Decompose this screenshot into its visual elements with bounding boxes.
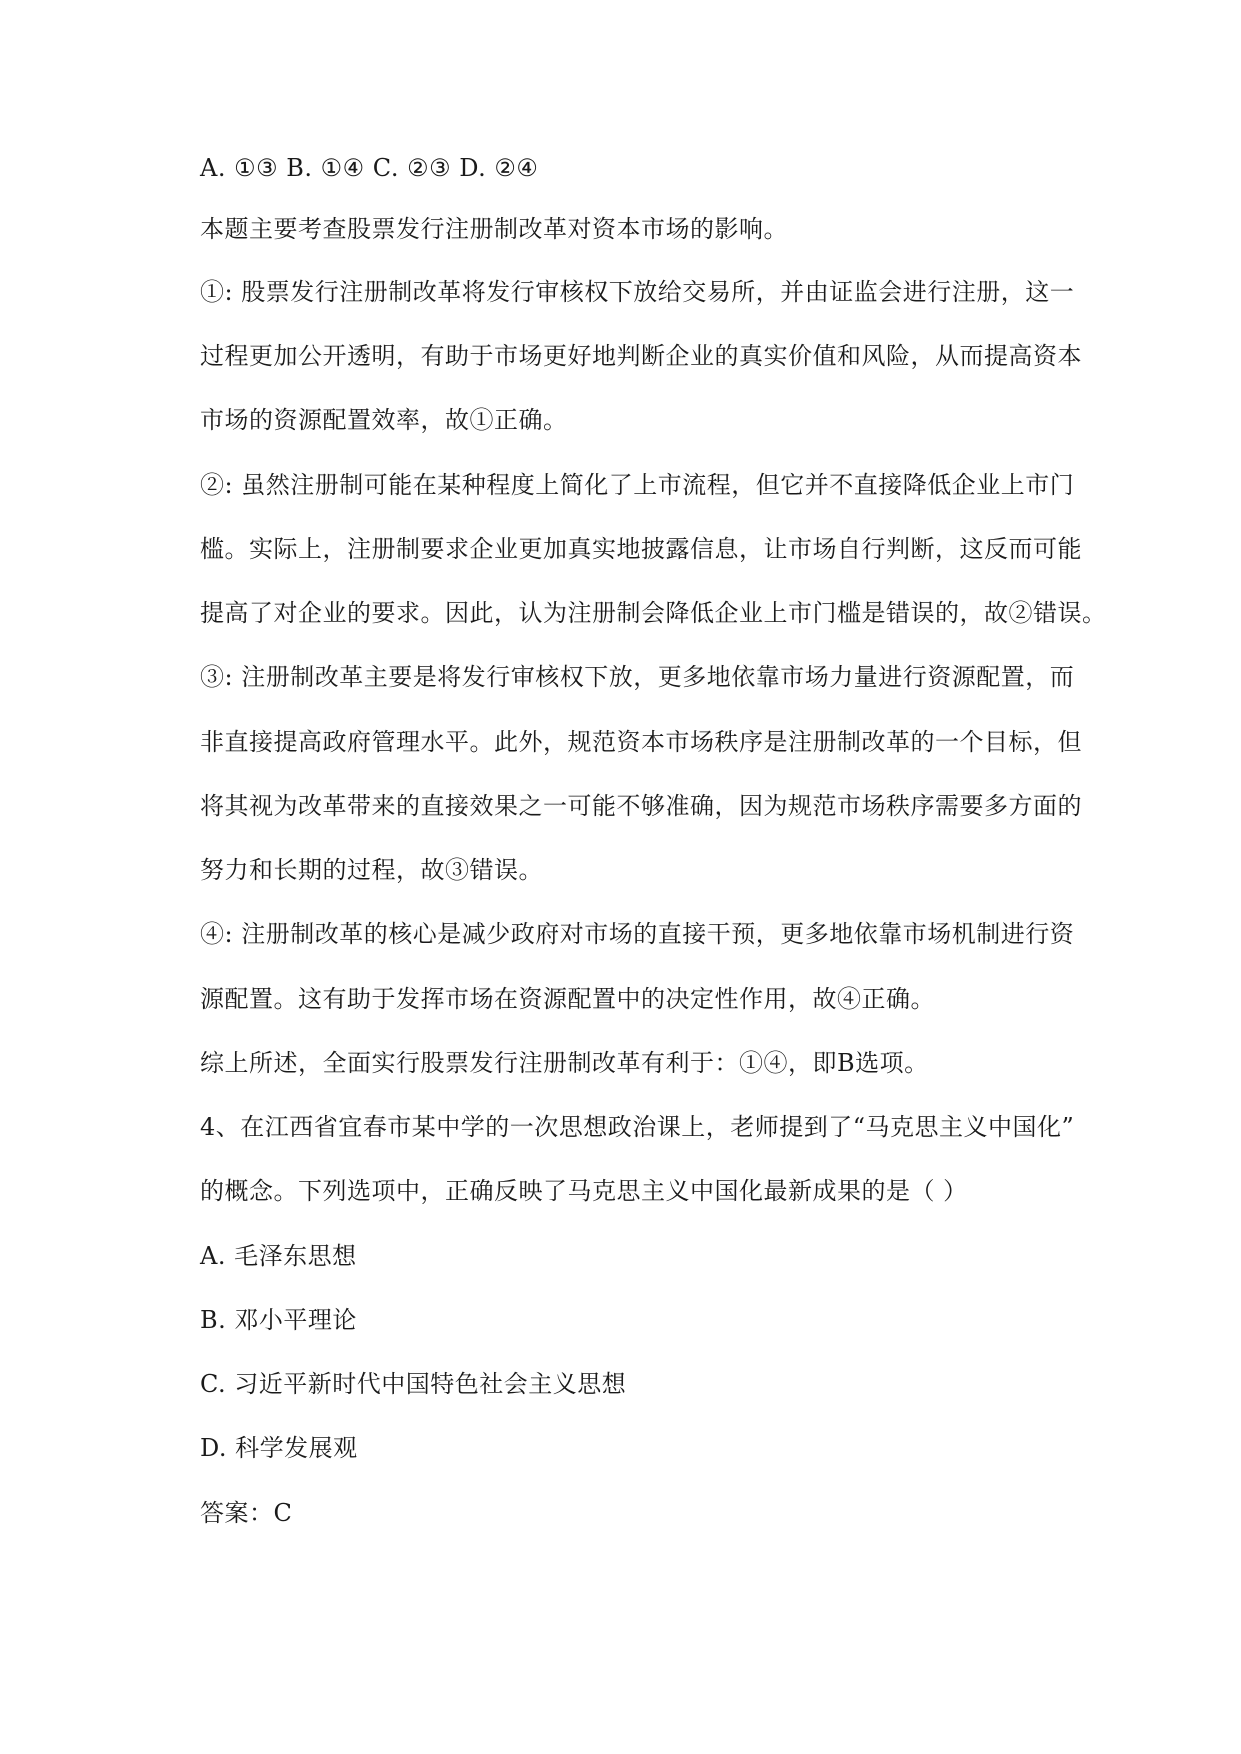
analysis-point-2-line-3: 提高了对企业的要求。因此，认为注册制会降低企业上市门槛是错误的，故②错误。 <box>200 599 1107 627</box>
analysis-point-3-line-3: 将其视为改革带来的直接效果之一可能不够准确，因为规范市场秩序需要多方面的 <box>200 792 1082 820</box>
question-4-line-2: 的概念。下列选项中，正确反映了马克思主义中国化最新成果的是（ ） <box>200 1177 968 1205</box>
analysis-point-3-line-1: ③: 注册制改革主要是将发行审核权下放，更多地依靠市场力量进行资源配置，而 <box>200 663 1075 691</box>
question-4-option-d: D. 科学发展观 <box>200 1434 358 1462</box>
analysis-point-1-line-3: 市场的资源配置效率，故①正确。 <box>200 406 568 434</box>
analysis-point-4-line-1: ④: 注册制改革的核心是减少政府对市场的直接干预，更多地依靠市场机制进行资 <box>200 920 1075 948</box>
analysis-point-2-line-1: ②: 虽然注册制可能在某种程度上简化了上市流程，但它并不直接降低企业上市门 <box>200 471 1075 499</box>
question-4-option-c: C. 习近平新时代中国特色社会主义思想 <box>200 1370 627 1398</box>
question-4-option-b: B. 邓小平理论 <box>200 1306 357 1334</box>
analysis-point-4-line-2: 源配置。这有助于发挥市场在资源配置中的决定性作用，故④正确。 <box>200 985 935 1013</box>
analysis-conclusion: 综上所述，全面实行股票发行注册制改革有利于：①④，即B选项。 <box>200 1049 929 1077</box>
analysis-point-2-line-2: 槛。实际上，注册制要求企业更加真实地披露信息，让市场自行判断，这反而可能 <box>200 535 1082 563</box>
question-4-answer: 答案：C <box>200 1499 293 1527</box>
analysis-point-3-line-2: 非直接提高政府管理水平。此外，规范资本市场秩序是注册制改革的一个目标，但 <box>200 728 1082 756</box>
question-4-option-a: A. 毛泽东思想 <box>200 1242 357 1270</box>
analysis-intro: 本题主要考查股票发行注册制改革对资本市场的影响。 <box>200 215 788 243</box>
answer-options-line: A. ①③ B. ①④ C. ②③ D. ②④ <box>200 154 539 182</box>
analysis-point-1-line-2: 过程更加公开透明，有助于市场更好地判断企业的真实价值和风险，从而提高资本 <box>200 342 1082 370</box>
question-4-line-1: 4、在江西省宜春市某中学的一次思想政治课上，老师提到了“马克思主义中国化” <box>200 1113 1075 1141</box>
analysis-point-3-line-4: 努力和长期的过程，故③错误。 <box>200 856 543 884</box>
analysis-point-1-line-1: ①: 股票发行注册制改革将发行审核权下放给交易所，并由证监会进行注册，这一 <box>200 278 1075 306</box>
